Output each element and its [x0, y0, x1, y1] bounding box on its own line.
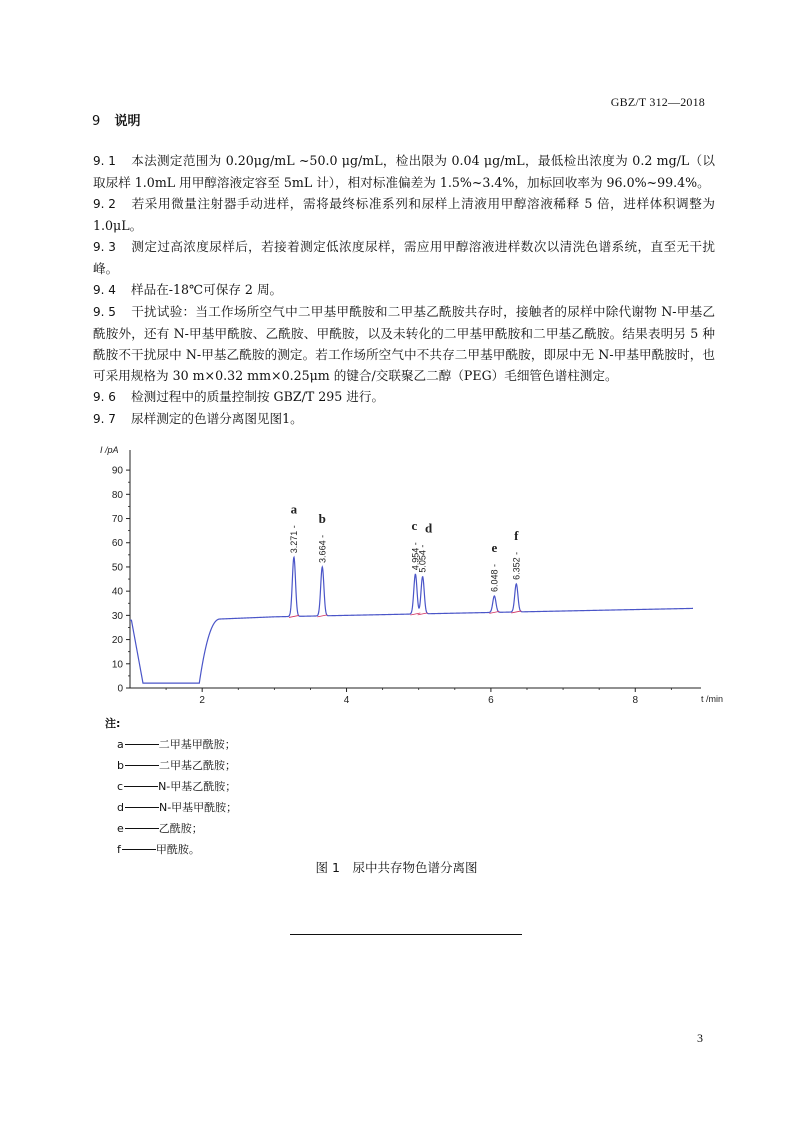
section-heading	[92, 110, 141, 129]
note-letter: c	[117, 780, 124, 793]
y-tick-label: 50	[111, 562, 123, 574]
note-item	[105, 797, 237, 818]
note-item	[105, 776, 237, 797]
paragraph-text: 尿样测定的色谱分离图见图1。	[131, 411, 303, 426]
peak-baseline-mark	[511, 611, 521, 613]
end-rule	[290, 934, 522, 935]
x-tick-label: 6	[488, 695, 494, 706]
x-tick-label: 8	[632, 695, 639, 706]
paragraph-number: 9. 7	[93, 412, 116, 426]
paragraph-9-5	[93, 301, 715, 386]
section-title: 说明	[114, 114, 141, 129]
paragraph-9-6	[93, 386, 715, 408]
note-dash	[125, 744, 159, 745]
notes-title: 注:	[105, 717, 121, 730]
chromatogram-figure	[90, 440, 730, 710]
figure-caption: 图 1 尿中共存物色谱分离图	[315, 860, 478, 875]
x-tick-label: 2	[199, 695, 205, 706]
chromatogram-chart	[90, 440, 730, 710]
paragraph-text: 干扰试验：当工作场所空气中二甲基甲酰胺和二甲基乙酰胺共存时，接触者的尿样中除代谢物 N-甲基乙酰胺外，还有 N-甲基甲酰胺、乙酰胺、甲酰胺，以及未转化的二甲基甲酰胺和二甲基乙酰胺。结果表明另 5 种酰胺不干扰尿中 N-甲基乙酰胺的测定。若工作场所空气中不共存二甲基甲酰胺，即尿中无 N-甲基甲酰胺时，也可采用规格为 30 m×0.32 mm×0.25μm 的键合/交联聚乙二醇（PEG）毛细管色谱柱测定。	[93, 304, 715, 383]
note-dash	[124, 786, 158, 787]
y-tick-label: 40	[111, 586, 123, 598]
note-item	[105, 734, 237, 755]
y-tick-label: 60	[111, 538, 123, 550]
note-name: 二甲基甲酰胺；	[158, 738, 236, 751]
paragraph-text: 测定过高浓度尿样后，若接着测定低浓度尿样，需应用甲醇溶液进样数次以清洗色谱系统，直至无干扰峰。	[93, 239, 715, 276]
paragraph-9-3	[93, 236, 715, 279]
note-item	[105, 839, 237, 860]
note-letter: d	[117, 801, 124, 814]
peak-retention-time: 3.664 -	[317, 534, 328, 563]
note-letter: b	[117, 759, 124, 772]
note-dash	[125, 765, 159, 766]
y-tick-label: 10	[111, 659, 123, 671]
section-number: 9	[92, 114, 101, 129]
x-tick-label: 4	[343, 695, 350, 706]
note-letter: f	[117, 843, 121, 856]
note-dash	[125, 807, 159, 808]
paragraph-list	[93, 150, 715, 430]
peak-label-c: c	[411, 518, 418, 534]
peak-label-b: b	[318, 510, 326, 526]
peak-label-e: e	[491, 540, 498, 555]
y-tick-label: 90	[111, 465, 123, 477]
note-name: 甲酰胺。	[155, 843, 200, 856]
note-item	[105, 755, 237, 776]
paragraph-9-7	[93, 408, 715, 430]
paragraph-text: 若采用微量注射器手动进样，需将最终标准系列和尿样上清液用甲醇溶液稀释 5 倍，进样体积调整为 1.0μL。	[93, 196, 715, 233]
y-tick-label: 80	[111, 489, 123, 501]
y-tick-label: 70	[111, 514, 123, 526]
paragraph-text: 检测过程中的质量控制按 GBZ/T 295 进行。	[131, 389, 385, 404]
note-letter: e	[117, 822, 124, 835]
note-item	[105, 818, 237, 839]
peak-retention-time: 3.271 -	[288, 525, 299, 554]
peak-label-f: f	[514, 527, 519, 543]
peak-label-d: d	[424, 520, 433, 536]
paragraph-number: 9. 6	[93, 390, 116, 404]
figure-notes	[105, 713, 237, 860]
y-tick-label: 20	[111, 635, 123, 647]
note-dash	[125, 828, 159, 829]
page-number: 3	[697, 1031, 703, 1045]
note-letter: a	[117, 738, 124, 751]
paragraph-text: 本法测定范围为 0.20μg/mL ~50.0 μg/mL，检出限为 0.04 μg/mL，最低检出浓度为 0.2 mg/L（以取尿样 1.0mL 用甲醇溶液定容至 5mL 计），相对标准偏差为 1.5%~3.4%，加标回收率为 96.0%~99.4%。	[93, 153, 715, 190]
note-name: N-甲基甲酰胺；	[158, 801, 238, 814]
y-tick-label: 30	[111, 610, 123, 622]
peak-retention-time: 6.048 -	[489, 563, 500, 592]
paragraph-9-2	[93, 193, 715, 236]
note-dash	[122, 849, 156, 850]
x-axis-label: t /min	[701, 694, 724, 704]
note-name: 二甲基乙酰胺；	[158, 759, 236, 772]
note-name: N-甲基乙酰胺；	[158, 780, 237, 793]
peak-retention-time: 5.054 -	[417, 544, 428, 573]
y-axis-label: I /pA	[100, 445, 119, 455]
peak-retention-time: 4.954 -	[410, 542, 421, 571]
paragraph-9-1	[93, 150, 715, 193]
paragraph-9-4	[93, 279, 715, 301]
paragraph-number: 9. 3	[93, 240, 116, 254]
paragraph-number: 9. 2	[93, 197, 116, 211]
paragraph-number: 9. 4	[93, 283, 116, 297]
note-name: 乙酰胺；	[158, 822, 203, 835]
paragraph-text: 样品在-18℃可保存 2 周。	[131, 282, 283, 297]
peak-baseline-mark	[317, 615, 327, 617]
peak-label-a: a	[290, 501, 298, 517]
chromatogram-trace	[130, 557, 693, 683]
standard-code: GBZ/T 312—2018	[610, 95, 705, 109]
paragraph-number: 9. 1	[93, 154, 116, 168]
peak-retention-time: 6.352 -	[511, 551, 522, 580]
y-tick-label: 0	[117, 683, 123, 695]
paragraph-number: 9. 5	[93, 305, 116, 319]
peak-baseline-mark	[289, 615, 299, 617]
